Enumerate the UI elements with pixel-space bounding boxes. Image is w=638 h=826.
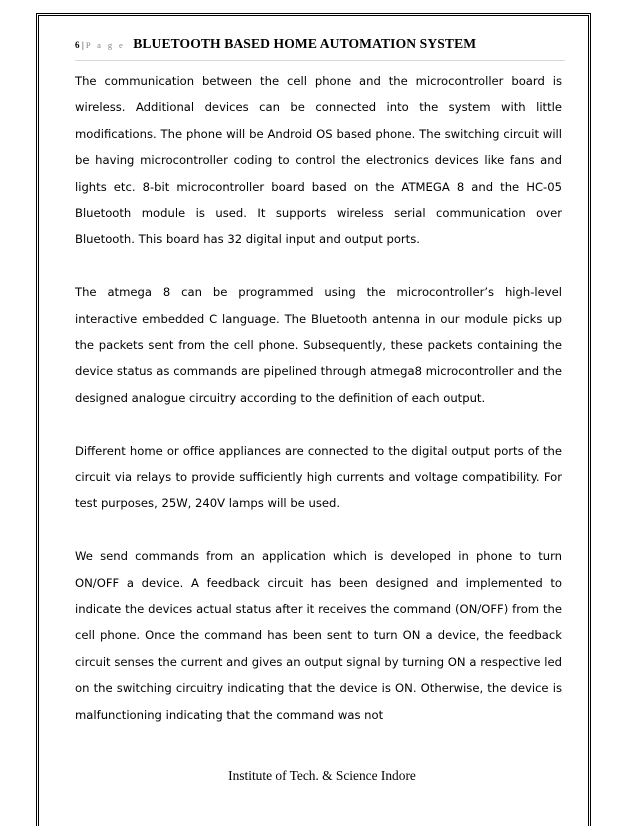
document-title: BLUETOOTH BASED HOME AUTOMATION SYSTEM [133,36,477,51]
paragraph-communication: The communication between the cell phone and the microcontroller board is wireless. Additional devices can be connected into the system with little modifications. The phone will be Android OS based phone. The switching circuit will be having microcontroller coding to control the electronics devices like fans and lights etc. 8-bit microcontroller board based on the ATMEGA 8 and the HC-05 Bluetooth module is used. It supports wireless serial communication over Bluetooth. This board has 32 digital input and output ports. [75,74,562,247]
paragraph-commands: We send commands from an application which is developed in phone to turn ON/OFF a device. A feedback circuit has been designed and implemented to indicate the devices actual status after it receives the command (ON/OFF) from the cell phone. Once the command has been sent to turn ON a device, the feedback circuit senses the current and gives an output signal by turning ON a respective led on the switching circuitry indicating that the device is ON. Otherwise, the device is malfunctioning indicating that the command was not [75,549,562,722]
page-footer: Institute of Tech. & Science Indore [228,768,416,783]
body-content [75,68,562,755]
page-label: P a g e [85,40,126,50]
page-header [75,36,565,61]
page-separator: | [82,40,84,50]
page-number: 6 [75,40,80,50]
paragraph-appliances: Different home or office appliances are connected to the digital output ports of the circuit via relays to provide sufficiently high currents and voltage compatibility. For test purposes, 25W, 240V lamps will be used. [75,443,562,511]
paragraph-atmega: The atmega 8 can be programmed using the microcontroller’s high-level interactive embedded C language. The Bluetooth antenna in our module picks up the packets sent from the cell phone. Subsequently, these packets containing the device status as commands are pipelined through atmega8 microcontroller and the designed analogue circuitry according to the definition of each output. [75,285,562,405]
